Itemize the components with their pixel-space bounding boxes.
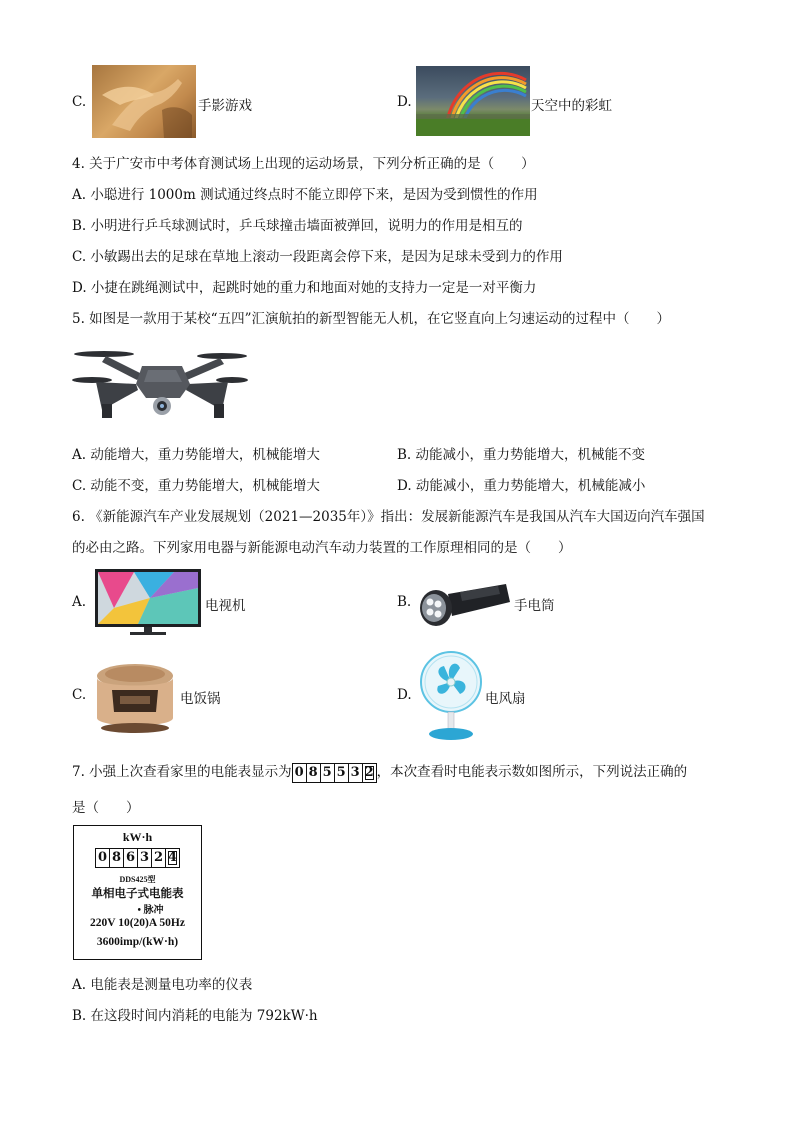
q5-option-d: D. 动能减小，重力势能增大，机械能减小 bbox=[397, 478, 646, 494]
q7-option-b: B. 在这段时间内消耗的电能为 792kW·h bbox=[72, 1008, 318, 1024]
meter-unit: kW·h bbox=[122, 830, 153, 844]
q7-stem-pre: 7. 小强上次查看家里的电能表显示为 bbox=[72, 764, 292, 780]
q4-option-a: A. 小聪进行 1000m 测试通过终点时不能立即停下来，是因为受到惯性的作用 bbox=[72, 187, 538, 203]
meter-name: 单相电子式电能表 bbox=[91, 888, 184, 900]
q7-stem-line1 bbox=[72, 760, 687, 783]
q5-stem: 5. 如图是一款用于某校“五四”汇演航拍的新型智能无人机，在它竖直向上匀速运动的过程中（ ） bbox=[72, 311, 670, 327]
q6-option-b-text: 手电筒 bbox=[514, 598, 555, 614]
q3-option-d-letter: D. bbox=[397, 94, 412, 110]
meter-model: DDS425型 bbox=[119, 875, 156, 884]
flashlight-image bbox=[418, 574, 512, 630]
q6-stem-line2: 的必由之路。下列家用电器与新能源电动汽车动力装置的工作原理相同的是（ ） bbox=[72, 540, 572, 556]
prev-digit: 0 bbox=[293, 764, 307, 782]
q7-option-a: A. 电能表是测量电功率的仪表 bbox=[72, 977, 253, 993]
rainbow-image bbox=[416, 66, 530, 136]
meter-digit: 0 bbox=[96, 849, 110, 867]
q7-stem-post: ，本次查看时电能表示数如图所示，下列说法正确的 bbox=[376, 764, 688, 780]
prev-digit: 5 bbox=[321, 764, 335, 782]
meter-digits-row bbox=[74, 848, 201, 868]
meter-constant: 3600imp/(kW·h) bbox=[96, 936, 179, 948]
q5-option-a: A. 动能增大，重力势能增大，机械能增大 bbox=[72, 447, 320, 463]
electric-meter-figure bbox=[73, 825, 202, 960]
q3-option-d-text: 天空中的彩虹 bbox=[531, 98, 612, 114]
q6-stem-line1: 6. 《新能源汽车产业发展规划（2021—2035年）》指出：发展新能源汽车是我国从汽车大国迈向汽车强国 bbox=[72, 509, 705, 525]
q6-option-a-letter: A. bbox=[72, 594, 87, 610]
drone-image bbox=[72, 340, 248, 422]
meter-pulse: • 脉冲 bbox=[137, 905, 164, 916]
electric-fan-image bbox=[418, 650, 484, 742]
q6-option-c-letter: C. bbox=[72, 687, 87, 703]
meter-digit-decimal: 4 bbox=[167, 850, 178, 865]
q6-option-d-letter: D. bbox=[397, 687, 412, 703]
q3-option-c-text: 手影游戏 bbox=[198, 98, 252, 114]
q5-option-b: B. 动能减小，重力势能增大，机械能不变 bbox=[397, 447, 646, 463]
q5-option-c: C. 动能不变，重力势能增大，机械能增大 bbox=[72, 478, 320, 494]
q6-option-a-text: 电视机 bbox=[205, 598, 246, 614]
meter-digit: 8 bbox=[110, 849, 124, 867]
prev-digit: 3 bbox=[349, 764, 363, 782]
tv-image bbox=[94, 568, 202, 636]
prev-digit: 5 bbox=[335, 764, 349, 782]
q4-stem: 4. 关于广安市中考体育测试场上出现的运动场景，下列分析正确的是（ ） bbox=[72, 156, 535, 172]
meter-digit: 3 bbox=[138, 849, 152, 867]
rice-cooker-image bbox=[92, 660, 178, 736]
meter-digit: 6 bbox=[124, 849, 138, 867]
q4-option-b: B. 小明进行乒乓球测试时，乒乓球撞击墙面被弹回，说明力的作用是相互的 bbox=[72, 218, 523, 234]
q4-option-c: C. 小敏踢出去的足球在草地上滚动一段距离会停下来，是因为足球未受到力的作用 bbox=[72, 249, 563, 265]
meter-digit: 2 bbox=[152, 849, 166, 867]
prev-digit-decimal: 2 bbox=[364, 764, 374, 780]
hand-shadow-image bbox=[92, 65, 196, 138]
q6-option-d-text: 电风扇 bbox=[485, 691, 526, 707]
q3-option-c-letter: C. bbox=[72, 94, 87, 110]
current-meter-reading bbox=[95, 848, 180, 868]
q6-option-c-text: 电饭锅 bbox=[180, 691, 221, 707]
meter-rating: 220V 10(20)A 50Hz bbox=[90, 917, 185, 929]
prev-digit: 8 bbox=[307, 764, 321, 782]
previous-meter-reading bbox=[292, 763, 377, 783]
q7-stem-line2: 是（ ） bbox=[72, 800, 140, 816]
q4-option-d: D. 小捷在跳绳测试中，起跳时她的重力和地面对她的支持力一定是一对平衡力 bbox=[72, 280, 537, 296]
q6-option-b-letter: B. bbox=[397, 594, 412, 610]
